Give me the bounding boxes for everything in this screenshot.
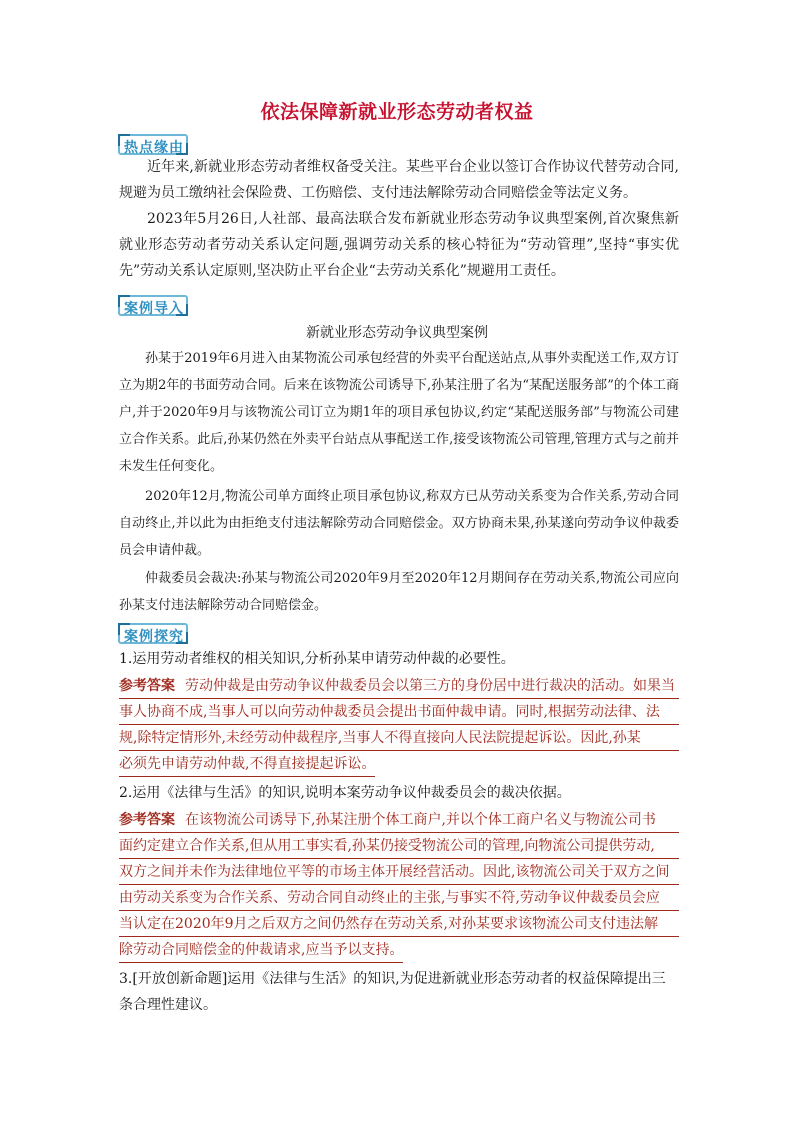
case-title: 新就业形态劳动争议典型案例 [306, 325, 488, 341]
section-tag-explore [118, 623, 188, 644]
answer-line [119, 807, 679, 833]
case-paragraph-2: 2020年12月,物流公司单方面终止项目承包协议,称双方已从劳动关系变为合作关系,劳动合同自动终止,并以此为由拒绝支付违法解除劳动合同赔偿金。双方协商未果,孙某遂向劳动争议仲裁委员会申请仲裁。 [119, 489, 679, 558]
answer-line: 规,除特定情形外,未经劳动仲裁程序,当事人不得直接向人民法院提起诉讼。因此,孙某 [119, 725, 679, 751]
answer-line [119, 673, 679, 699]
case-paragraph-1: 孙某于2019年6月进入由某物流公司承包经营的外卖平台配送站点,从事外卖配送工作,双方订立为期2年的书面劳动合同。后来在该物流公司诱导下,孙某注册了名为“某配送服务部”的个体工商户,并于2020年9月与该物流公司订立为期1年的项目承包协议,约定“某配送服务部”与物流公司建立合作关系。此后,孙某仍然在外卖平台站点从事配送工作,接受该物流公司管理,管理方式与之前并未发生任何变化。 [119, 351, 679, 474]
hot-paragraph-1: 近年来,新就业形态劳动者维权备受关注。某些平台企业以签订合作协议代替劳动合同,规避为员工缴纳社会保险费、工伤赔偿、支付违法解除劳动合同赔偿金等法定义务。 [119, 159, 679, 201]
answer-line: 由劳动关系变为合作关系、劳动合同自动终止的主张,与事实不符,劳动争议仲裁委员会应 [119, 885, 679, 911]
answer-line: 事人协商不成,当事人可以向劳动仲裁委员会提出书面仲裁申请。同时,根据劳动法律、法 [119, 699, 679, 725]
answer-2 [119, 807, 679, 972]
section-tag-label: 热点缘由 [124, 140, 184, 156]
page-title: 依法保障新就业形态劳动者权益 [260, 101, 534, 123]
answer-label: 参考答案 [119, 812, 175, 828]
answer-label: 参考答案 [119, 678, 175, 694]
answer-line: 当认定在2020年9月之后双方之间仍然存在劳动关系,对孙某要求该物流公司支付违法解 [119, 911, 679, 937]
answer-line: 面约定建立合作关系,但从用工事实看,孙某仍接受物流公司的管理,向物流公司提供劳动, [119, 833, 679, 859]
question-2: 2.运用《法律与生活》的知识,说明本案劳动争议仲裁委员会的裁决依据。 [119, 785, 571, 801]
section-tag-label: 案例导入 [124, 301, 184, 317]
answer-line: 必须先申请劳动仲裁,不得直接提起诉讼。 [119, 751, 375, 777]
answer-line: 双方之间并未作为法律地位平等的市场主体开展经营活动。因此,该物流公司关于双方之间 [119, 859, 679, 885]
hot-paragraph-2: 2023年5月26日,人社部、最高法联合发布新就业形态劳动争议典型案例,首次聚焦新就业形态劳动者劳动关系认定问题,强调劳动关系的核心特征为“劳动管理”,坚持“事实优先”劳动关系认定原则,坚决防止平台企业“去劳动关系化”规避用工责任。 [119, 211, 679, 279]
section-tag-hot [118, 134, 188, 155]
section-tag-label: 案例探究 [124, 629, 184, 645]
section-tag-intro [118, 295, 188, 316]
answer-1 [119, 673, 679, 786]
case-paragraph-3: 仲裁委员会裁决:孙某与物流公司2020年9月至2020年12月期间存在劳动关系,物流公司应向孙某支付违法解除劳动合同赔偿金。 [119, 571, 679, 613]
question-3: 3.[开放创新命题]运用《法律与生活》的知识,为促进新就业形态劳动者的权益保障提出三条合理性建议。 [119, 971, 666, 1013]
answer-text: 在该物流公司诱导下,孙某注册个体工商户,并以个体工商户名义与物流公司书 [185, 812, 656, 828]
answer-text: 劳动仲裁是由劳动争议仲裁委员会以第三方的身份居中进行裁决的活动。如果当 [185, 678, 675, 694]
question-1: 1.运用劳动者维权的相关知识,分析孙某申请劳动仲裁的必要性。 [119, 651, 515, 667]
answer-line: 除劳动合同赔偿金的仲裁请求,应当予以支持。 [119, 937, 403, 963]
